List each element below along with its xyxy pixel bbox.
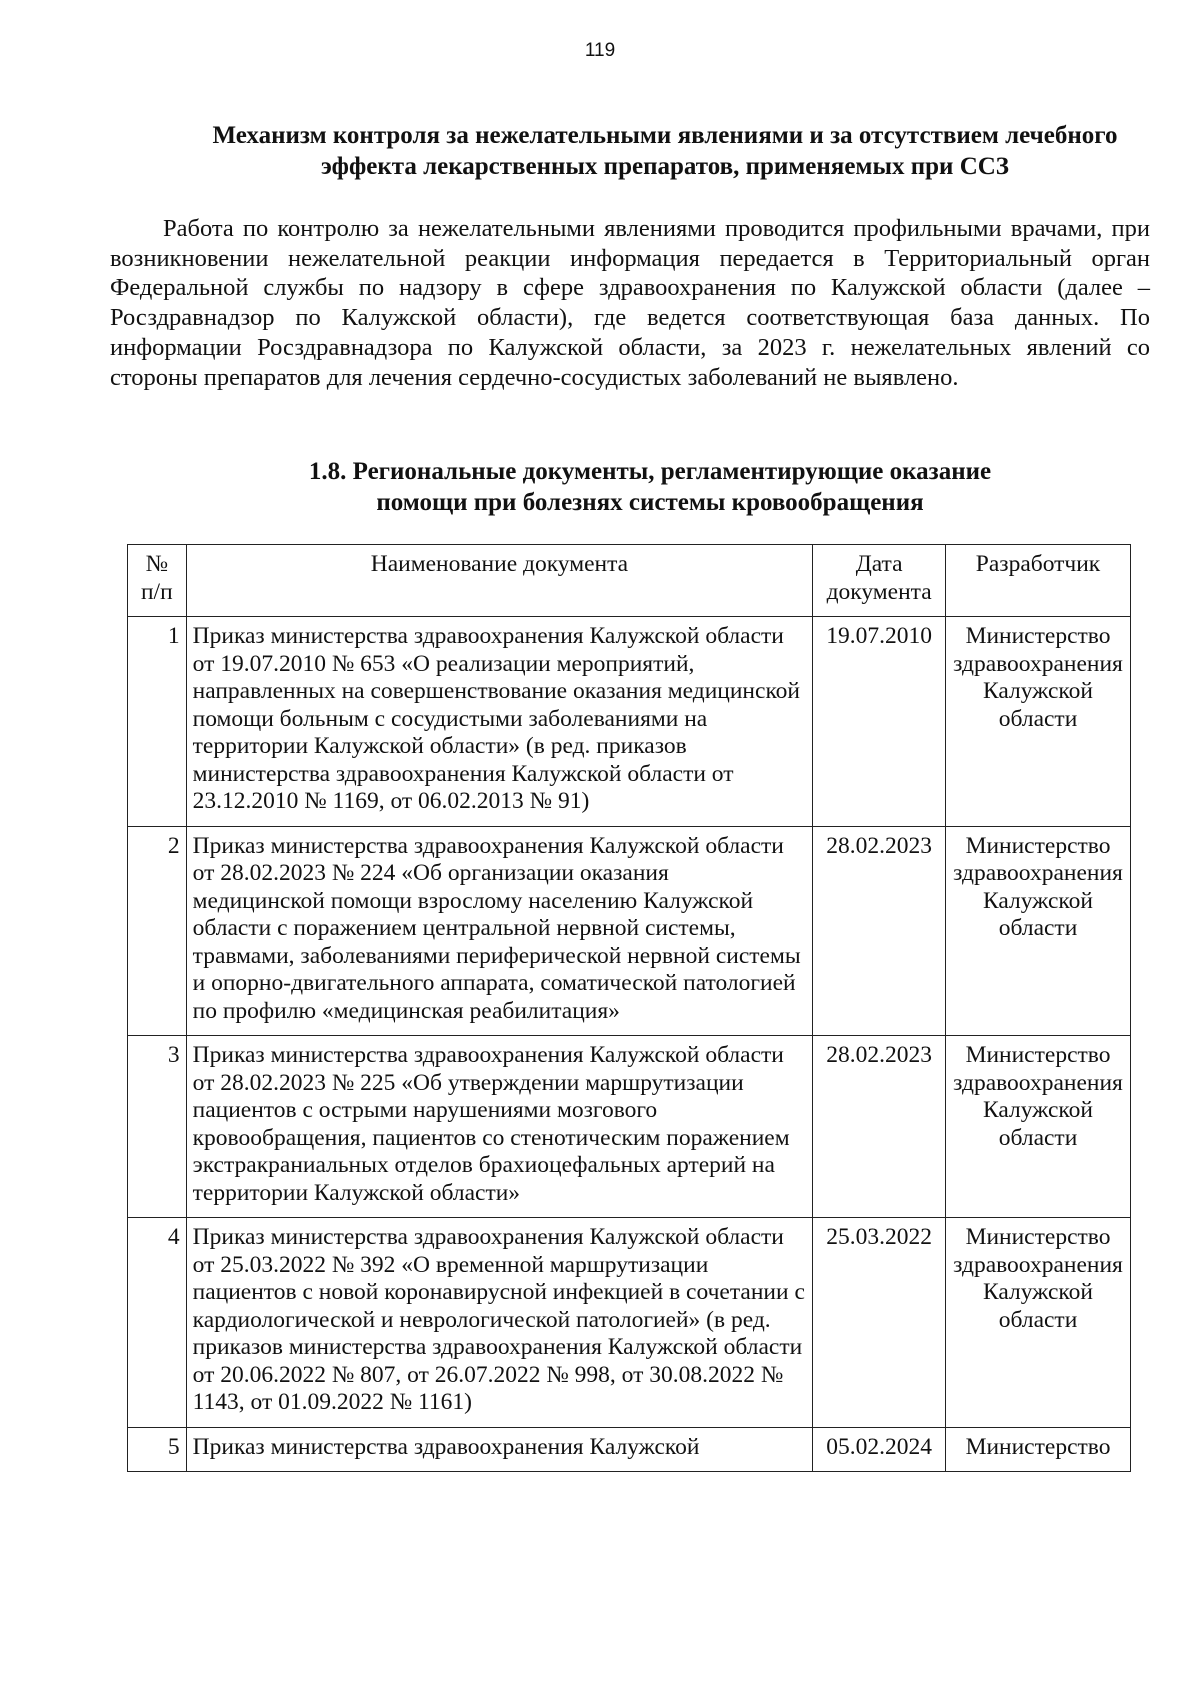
row-num: 1 [128, 617, 187, 827]
section-title-adverse-events [170, 120, 1160, 182]
section-title-line-2: помощи при болезнях системы кровообращения [376, 489, 924, 516]
table-row [128, 1036, 1131, 1218]
row-date: 05.02.2024 [813, 1427, 946, 1472]
table-row [128, 1427, 1131, 1472]
adverse-events-paragraph: Работа по контролю за нежелательными явлениями проводится профильными врачами, при возникновении нежелательной реакции информация передается в Территориальный орган Федеральной службы по надзору в сфере здравоохранения по Калужской области (далее – Росздравнадзор по Калужской области), где ведется соответствующая база данных. По информации Росздравнадзора по Калужской области, за 2023 г. нежелательных явлений со стороны препаратов для лечения сердечно-сосудистых заболеваний не выявлено. [110, 215, 1150, 391]
row-name: Приказ министерства здравоохранения Калужской области от 19.07.2010 № 653 «О реализации мероприятий, направленных на совершенствование оказания медицинской помощи больным с сосудистыми заболеваниями на территории Калужской области» (в ред. приказов министерства здравоохранения Калужской области от 23.12.2010 № 1169, от 06.02.2013 № 91) [186, 617, 813, 827]
row-date: 28.02.2023 [813, 826, 946, 1036]
row-num: 5 [128, 1427, 187, 1472]
row-name: Приказ министерства здравоохранения Калужской области от 28.02.2023 № 225 «Об утверждении маршрутизации пациентов с острыми нарушениями мозгового кровообращения, пациентов со стенотическим поражением экстракраниальных отделов брахиоцефальных артерий на территории Калужской области» [186, 1036, 813, 1218]
row-num: 2 [128, 826, 187, 1036]
header-num: № п/п [128, 545, 187, 617]
regional-documents-table [127, 544, 1131, 1472]
section-title-regional-documents [150, 456, 1150, 518]
row-developer: Министерство здравоохранения Калужской области [946, 826, 1131, 1036]
row-num: 4 [128, 1218, 187, 1428]
table-row [128, 1218, 1131, 1428]
row-developer: Министерство [946, 1427, 1131, 1472]
row-name: Приказ министерства здравоохранения Калужской области от 25.03.2022 № 392 «О временной маршрутизации пациентов с новой коронавирусной инфекцией в сочетании с кардиологической и неврологической патологией» (в ред. приказов министерства здравоохранения Калужской области от 20.06.2022 № 807, от 26.07.2022 № 998, от 30.08.2022 № 1143, от 01.09.2022 № 1161) [186, 1218, 813, 1428]
row-num: 3 [128, 1036, 187, 1218]
row-name: Приказ министерства здравоохранения Калужской области от 28.02.2023 № 224 «Об организации оказания медицинской помощи взрослому населению Калужской области с поражением центральной нервной системы, травмами, заболеваниями периферической нервной системы и опорно-двигательного аппарата, соматической патологией по профилю «медицинская реабилитация» [186, 826, 813, 1036]
row-date: 28.02.2023 [813, 1036, 946, 1218]
section-title-line-2: эффекта лекарственных препаратов, применяемых при ССЗ [320, 153, 1009, 180]
row-developer: Министерство здравоохранения Калужской области [946, 1218, 1131, 1428]
table-row [128, 826, 1131, 1036]
header-developer: Разработчик [946, 545, 1131, 617]
row-name: Приказ министерства здравоохранения Калужской [186, 1427, 813, 1472]
header-date: Дата документа [813, 545, 946, 617]
row-developer: Министерство здравоохранения Калужской области [946, 617, 1131, 827]
section-title-line-1: Механизм контроля за нежелательными явлениями и за отсутствием лечебного [212, 122, 1118, 149]
page-number: 119 [584, 40, 616, 61]
header-name: Наименование документа [186, 545, 813, 617]
table-row [128, 617, 1131, 827]
row-developer: Министерство здравоохранения Калужской области [946, 1036, 1131, 1218]
row-date: 19.07.2010 [813, 617, 946, 827]
table-header-row [128, 545, 1131, 617]
row-date: 25.03.2022 [813, 1218, 946, 1428]
section-title-line-1: 1.8. Региональные документы, регламентирующие оказание [308, 458, 992, 485]
